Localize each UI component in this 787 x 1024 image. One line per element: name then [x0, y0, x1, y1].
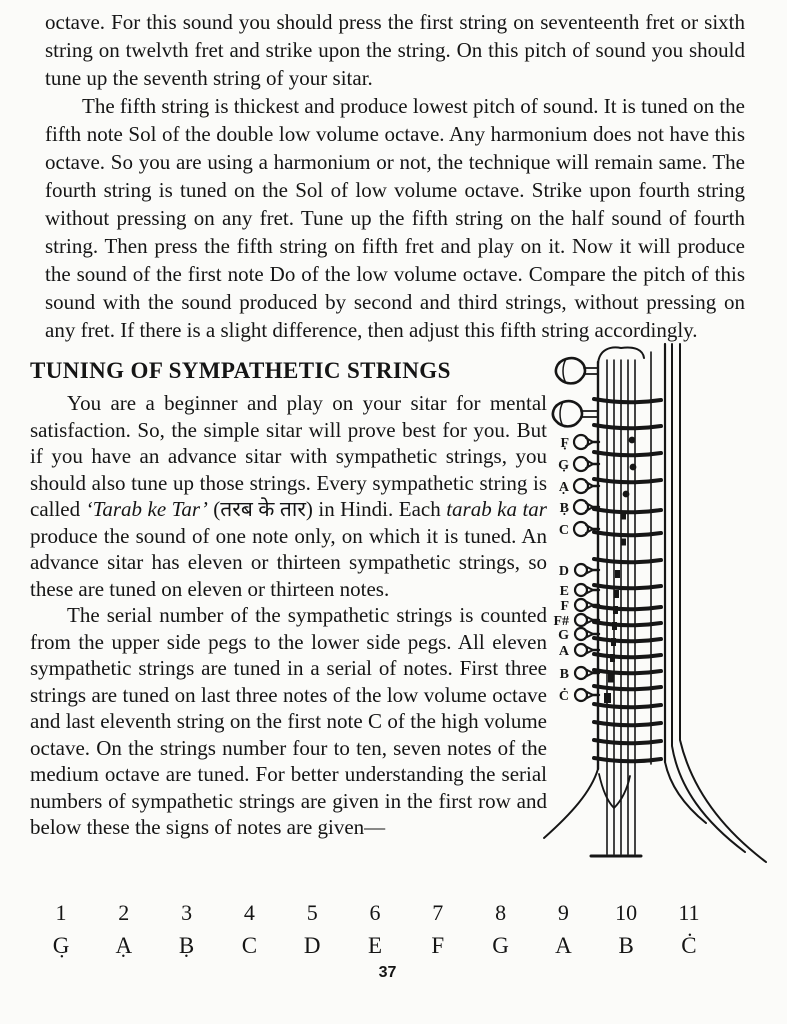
note-sign: B — [618, 933, 634, 958]
sympathetic-strings-section — [30, 344, 745, 841]
note-column — [546, 899, 580, 963]
notes-table — [44, 899, 706, 963]
peg-label: Ċ — [558, 689, 569, 704]
fretboard-mark — [621, 539, 626, 546]
text-run: tarab ka tar — [446, 497, 547, 521]
side-string — [680, 344, 766, 862]
fretboard-mark — [611, 638, 616, 646]
fretboard-mark — [614, 590, 619, 598]
text-run: produce the sound of one note only, on which it is tuned. An advance sitar has eleven or thirteen sympathetic strings, so these are tuned on eleven or thirteen notes. — [30, 523, 547, 601]
peg-label: G̣ — [558, 458, 569, 473]
fretboard-mark — [621, 513, 626, 520]
peg-ridge — [563, 359, 566, 383]
note-column — [170, 899, 204, 963]
note-sign: E — [367, 933, 383, 958]
fretboard-mark — [604, 693, 611, 703]
fretboard-dot — [630, 464, 637, 471]
note-sign: C — [241, 933, 258, 958]
fretboard-dot — [623, 491, 630, 498]
peg-ridge — [560, 402, 563, 426]
fretboard-mark — [613, 606, 618, 614]
string-number: 9 — [557, 900, 569, 925]
note-sign: D — [303, 933, 321, 958]
note-sign: Ċ — [681, 933, 697, 958]
gourd-shoulder-right — [665, 762, 706, 823]
note-column — [421, 899, 455, 963]
paragraph-continuation: octave. For this sound you should press the first string on seventeenth fret or sixth string on twelvth fret and strike upon the string. On this pitch of sound you should tune up the seventh string of your sitar. — [45, 10, 745, 90]
peg-label: E — [559, 584, 569, 599]
side-string — [672, 344, 745, 852]
string-number: 11 — [678, 900, 700, 925]
note-column — [44, 899, 78, 963]
note-column — [609, 899, 643, 963]
large-tuning-peg — [553, 401, 582, 426]
string-number: 2 — [118, 900, 130, 925]
peg-label: B — [559, 667, 569, 682]
gourd-shoulder-left — [544, 769, 598, 838]
section-heading: TUNING OF SYMPATHETIC STRINGS — [30, 358, 451, 383]
string-number: 4 — [243, 900, 255, 925]
sitar-diagram — [541, 344, 778, 881]
note-sign: G̣ — [52, 933, 70, 958]
peg-label: G — [558, 628, 569, 643]
peg-label: F — [560, 599, 569, 614]
large-tuning-peg — [556, 358, 585, 383]
peg-label: D — [558, 564, 569, 579]
peg-label: Ḅ — [559, 501, 569, 516]
peg-label: Ạ — [558, 480, 569, 495]
note-sign: G — [492, 933, 509, 958]
string-number: 1 — [55, 900, 67, 925]
string-number: 8 — [495, 900, 507, 925]
note-column — [107, 899, 141, 963]
note-sign: Ạ — [115, 933, 133, 958]
note-column — [232, 899, 266, 963]
paragraph-serial-numbers: The serial number of the sympathetic strings is counted from the upper side pegs to the lower side pegs. All eleven sympathetic strings are tuned in a serial of notes. First three strings are tuned on last three notes of the low volume octave and last eleventh string on the first note C of the high volume octave. On the strings number four to ten, seven notes of the medium octave are tuned. For better understanding the serial numbers of sympathetic strings are given in the first row and below these the signs of notes are given— — [30, 603, 547, 839]
top-paragraph-block — [45, 8, 745, 344]
peg-label: C — [558, 523, 569, 538]
fretboard-mark — [612, 622, 617, 630]
note-column — [295, 899, 329, 963]
fretboard-dot — [629, 437, 636, 444]
note-sign: Ḅ — [178, 933, 195, 958]
paragraph-fifth-string: The fifth string is thickest and produce lowest pitch of sound. It is tuned on the fifth note Sol of the double low volume octave. Any harmonium does not have this octave. So you are using a harmonium or not, the technique will remain same. The fourth string is tuned on the Sol of low volume octave. Strike upon fourth string without pressing on any fret. Tune up the fifth string on the half sound of fourth string. Then press the fifth string on fifth fret and play on it. Now it will produce the sound of the first note Do of the low volume octave. Compare the pitch of this sound with the sound produced by second and third strings, without pressing on any fret. If there is a slight difference, then adjust this fifth string accordingly. — [45, 94, 745, 342]
note-sign: F — [431, 933, 445, 958]
page-number: 37 — [378, 964, 397, 981]
peg-label: F# — [553, 614, 569, 629]
peg-label: A — [558, 644, 569, 659]
note-column — [484, 899, 518, 963]
note-column — [358, 899, 392, 963]
text-run: ‘Tarab ke Tar’ — [85, 497, 208, 521]
fretboard-mark — [610, 654, 615, 662]
string-number: 6 — [369, 900, 381, 925]
string-number: 7 — [432, 900, 444, 925]
string-number: 3 — [181, 900, 193, 925]
text-run: You are a beginner and play on your sitar for mental satisfaction. So, the simple sitar will prove best for you. But if you have an advance sitar with sympathetic strings, you should also tune up those strings. Every sympathetic string is called — [30, 391, 547, 521]
string-number: 5 — [306, 900, 318, 925]
fretboard-mark — [615, 570, 620, 578]
string-number: 10 — [615, 900, 638, 925]
text-run: (तरब के तार) in Hindi. Each — [207, 497, 447, 521]
note-column — [672, 899, 706, 963]
fretboard-mark — [608, 674, 614, 683]
peg-label: F̣ — [560, 436, 569, 451]
note-sign: A — [555, 933, 572, 958]
figure-sitar-neck — [553, 344, 745, 899]
